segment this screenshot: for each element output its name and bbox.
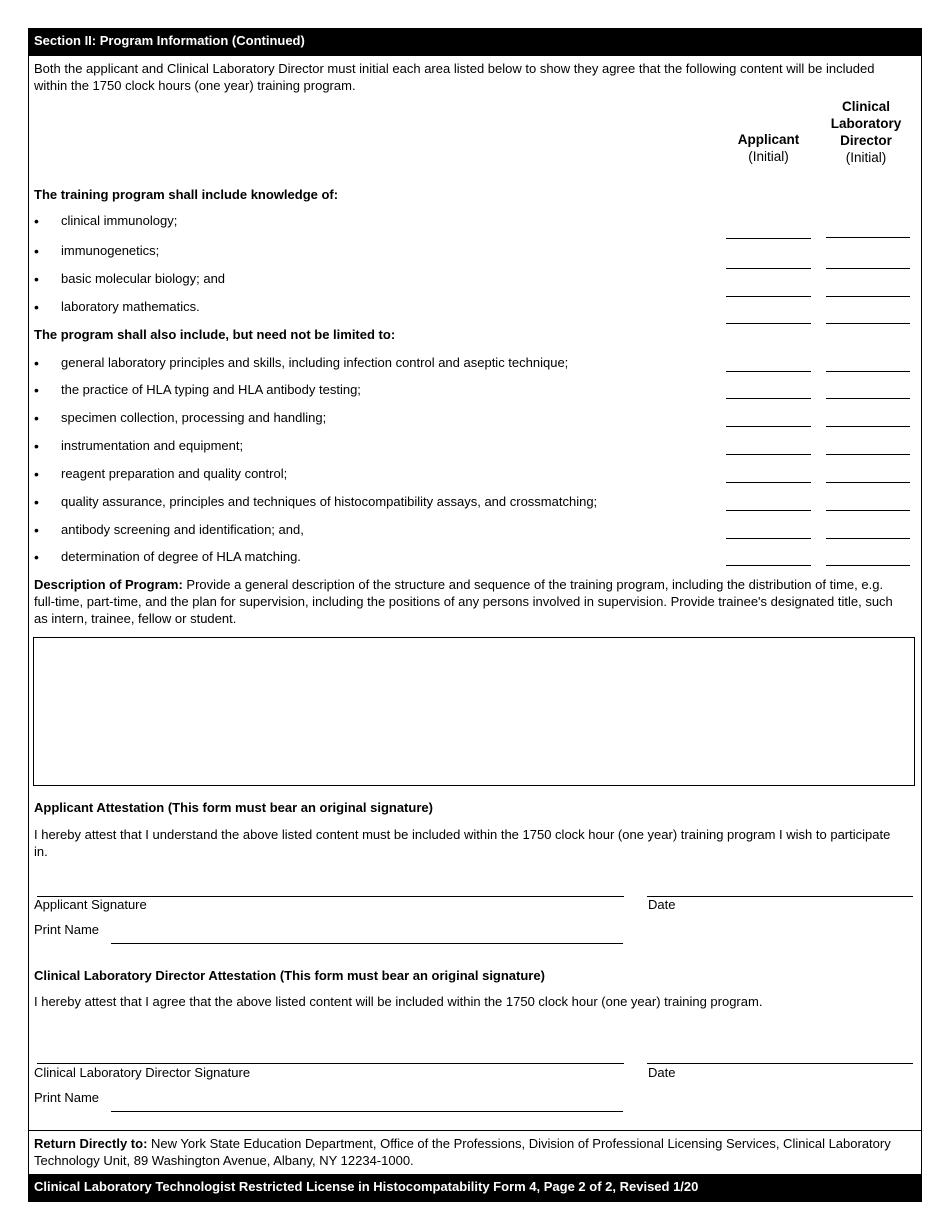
also-heading: The program shall also include, but need not be limited to: bbox=[34, 327, 396, 342]
bullet-icon: • bbox=[34, 271, 39, 287]
bullet-icon: • bbox=[34, 549, 39, 565]
applicant-attestation-text: I hereby attest that I understand the above listed content must be included within the 1750 clock hour (one year) training program I wish to participate in. bbox=[34, 827, 891, 859]
intro-text: Both the applicant and Clinical Laboratory Director must initial each area listed below to show they agree that the following content will be included within the 1750 clock hours (one year) training program. bbox=[34, 61, 875, 93]
director-date-label: Date bbox=[648, 1065, 676, 1080]
applicant-column-header bbox=[726, 131, 811, 165]
section-header: Section II: Program Information (Continued) bbox=[28, 28, 922, 56]
list-item-label: determination of degree of HLA matching. bbox=[61, 549, 301, 564]
applicant-initial-field[interactable] bbox=[726, 565, 811, 566]
bullet-icon: • bbox=[34, 438, 39, 454]
list-item-label: immunogenetics; bbox=[61, 243, 160, 258]
director-column-title-1: Clinical bbox=[841, 99, 890, 114]
director-initial-field[interactable] bbox=[826, 268, 910, 269]
bullet-icon: • bbox=[34, 522, 39, 538]
director-initial-field[interactable] bbox=[826, 538, 910, 539]
director-initial-field[interactable] bbox=[826, 237, 910, 238]
bullet-icon: • bbox=[34, 382, 39, 398]
applicant-date-field[interactable] bbox=[647, 896, 913, 897]
director-column-title-3: Director bbox=[840, 133, 892, 148]
director-signature-label: Clinical Laboratory Director Signature bbox=[34, 1065, 251, 1080]
list-item-label: the practice of HLA typing and HLA antibody testing; bbox=[61, 382, 361, 397]
applicant-initial-field[interactable] bbox=[726, 296, 811, 297]
director-attestation-heading: Clinical Laboratory Director Attestation (This form must bear an original signature) bbox=[34, 968, 545, 983]
applicant-initial-field[interactable] bbox=[726, 268, 811, 269]
applicant-initial-field[interactable] bbox=[726, 454, 811, 455]
applicant-initial-field[interactable] bbox=[726, 510, 811, 511]
applicant-initial-field[interactable] bbox=[726, 371, 811, 372]
form-footer: Clinical Laboratory Technologist Restricted License in Histocompatability Form 4, Page 2 of 2, Revised 1/20 bbox=[28, 1174, 922, 1202]
applicant-print-name-field[interactable] bbox=[111, 943, 623, 944]
director-initial-field[interactable] bbox=[826, 426, 910, 427]
bullet-icon: • bbox=[34, 410, 39, 426]
applicant-initial-field[interactable] bbox=[726, 538, 811, 539]
bullet-icon: • bbox=[34, 494, 39, 510]
bullet-icon: • bbox=[34, 299, 39, 315]
list-item-label: instrumentation and equipment; bbox=[61, 438, 244, 453]
list-item-label: clinical immunology; bbox=[61, 213, 178, 228]
applicant-initial-field[interactable] bbox=[726, 323, 811, 324]
list-item-label: specimen collection, processing and handling; bbox=[61, 410, 327, 425]
applicant-initial-field[interactable] bbox=[726, 482, 811, 483]
director-date-field[interactable] bbox=[647, 1063, 913, 1064]
list-item-label: general laboratory principles and skills, including infection control and aseptic technique; bbox=[61, 355, 569, 370]
description-label: Description of Program: bbox=[34, 577, 183, 592]
return-address bbox=[34, 1135, 904, 1169]
knowledge-heading: The training program shall include knowledge of: bbox=[34, 187, 339, 202]
bullet-icon: • bbox=[34, 243, 39, 259]
applicant-attestation-heading: Applicant Attestation (This form must bear an original signature) bbox=[34, 800, 433, 815]
applicant-signature-label: Applicant Signature bbox=[34, 897, 147, 912]
director-initial-field[interactable] bbox=[826, 296, 910, 297]
applicant-column-sub: (Initial) bbox=[748, 149, 789, 164]
applicant-initial-field[interactable] bbox=[726, 238, 811, 239]
director-initial-field[interactable] bbox=[826, 454, 910, 455]
description-of-program bbox=[34, 576, 904, 627]
list-item-label: quality assurance, principles and techniques of histocompatibility assays, and crossmatching; bbox=[61, 494, 598, 509]
description-textarea[interactable] bbox=[33, 637, 915, 786]
return-text: New York State Education Department, Office of the Professions, Division of Professional Licensing Services, Clinical Laboratory Technology Unit, 89 Washington Avenue, Albany, NY 12234-1000. bbox=[34, 1136, 891, 1168]
director-column-sub: (Initial) bbox=[845, 150, 887, 165]
director-initial-field[interactable] bbox=[826, 482, 910, 483]
director-column-title-2: Laboratory bbox=[830, 116, 902, 131]
director-initial-field[interactable] bbox=[826, 323, 910, 324]
director-print-name-label: Print Name bbox=[34, 1090, 100, 1105]
return-divider bbox=[28, 1130, 922, 1131]
description-text: Provide a general description of the structure and sequence of the training program, including the distribution of time, e.g. full-time, part-time, and the plan for supervision, including the positions of any persons involved in supervision. Provide trainee's designated title, such as intern, trainee, fellow or student. bbox=[34, 577, 893, 626]
director-column-header bbox=[820, 98, 912, 166]
director-attestation-text: I hereby attest that I agree that the above listed content will be included within the 1750 clock hour (one year) training program. bbox=[34, 994, 763, 1009]
director-initial-field[interactable] bbox=[826, 371, 910, 372]
applicant-initial-field[interactable] bbox=[726, 426, 811, 427]
bullet-icon: • bbox=[34, 466, 39, 482]
director-initial-field[interactable] bbox=[826, 398, 910, 399]
bullet-icon: • bbox=[34, 213, 39, 229]
list-item-label: laboratory mathematics. bbox=[61, 299, 200, 314]
applicant-date-label: Date bbox=[648, 897, 676, 912]
director-print-name-field[interactable] bbox=[111, 1111, 623, 1112]
applicant-initial-field[interactable] bbox=[726, 398, 811, 399]
director-initial-field[interactable] bbox=[826, 510, 910, 511]
director-initial-field[interactable] bbox=[826, 565, 910, 566]
list-item-label: basic molecular biology; and bbox=[61, 271, 226, 286]
list-item-label: antibody screening and identification; and, bbox=[61, 522, 304, 537]
applicant-print-name-label: Print Name bbox=[34, 922, 100, 937]
list-item-label: reagent preparation and quality control; bbox=[61, 466, 288, 481]
bullet-icon: • bbox=[34, 355, 39, 371]
return-label: Return Directly to: bbox=[34, 1136, 148, 1151]
applicant-column-title: Applicant bbox=[737, 132, 800, 147]
